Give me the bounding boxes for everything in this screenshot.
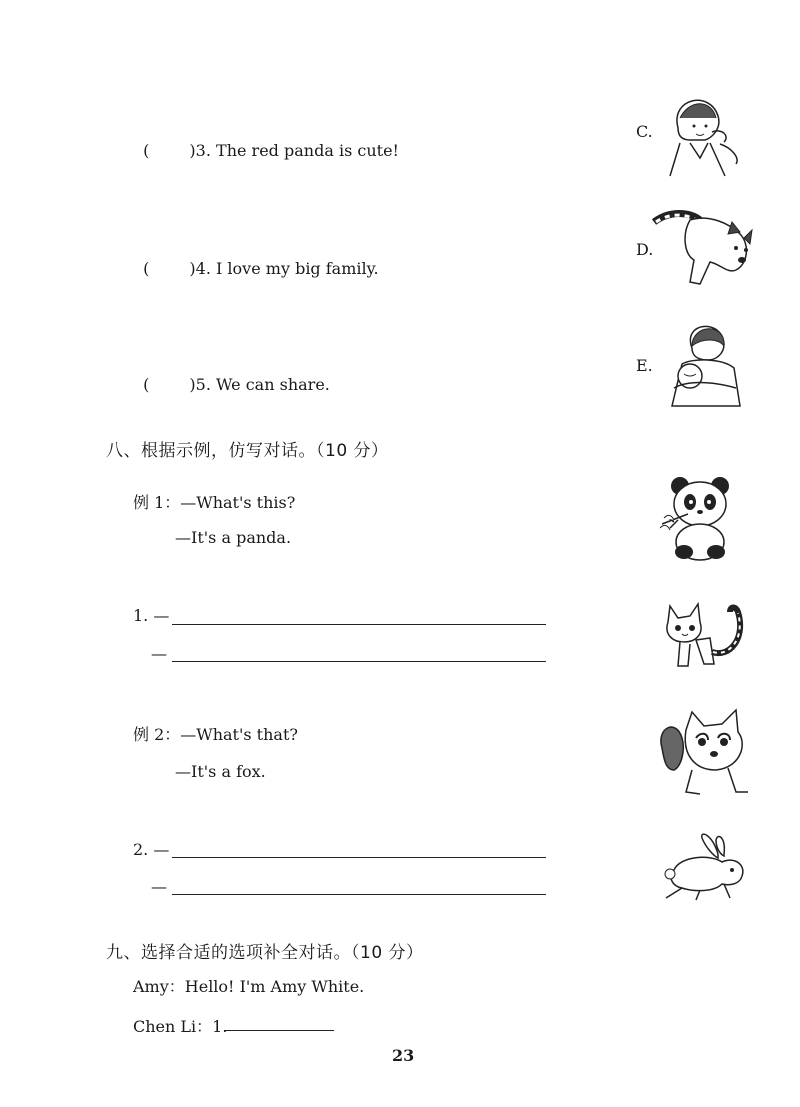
match-item-3 [133,122,399,160]
example-1-answer: —It's a panda. [175,528,292,547]
match-item-4 [133,240,379,278]
answer-paren-close: ) [189,259,196,278]
example-2-question: 例 2：—What's that? [133,725,298,744]
answer-paren-open: ( [143,141,150,160]
task-2-answer-line[interactable] [172,894,546,895]
task-1-question-line[interactable] [172,624,546,625]
example-2-answer: —It's a fox. [175,762,266,781]
option-letter-d: D. [636,240,654,259]
task-2-question-prefix: 2. — [133,840,170,859]
section-8-heading: 八、根据示例，仿写对话。（10 分） [106,441,389,461]
example-1-question: 例 1：—What's this? [133,493,296,512]
item-text: 5. We can share. [195,375,330,394]
task-2-question-line[interactable] [172,857,546,858]
dialogue-answer-blank[interactable] [224,1030,334,1031]
section-9-heading: 九、选择合适的选项补全对话。（10 分） [106,943,424,963]
option-letter-c: C. [636,122,653,141]
task-1-answer-line[interactable] [172,661,546,662]
task-2-answer-prefix: — [151,877,167,896]
cat-illustration [660,598,752,670]
answer-paren-close: ) [189,141,196,160]
item-text: 3. The red panda is cute! [195,141,399,160]
match-item-5 [133,356,330,394]
dialogue-line-amy: Amy：Hello! I'm Amy White. [133,977,365,996]
rabbit-illustration [660,830,752,902]
red-panda-illustration [650,204,760,292]
dialogue-line-chen-li: Chen Li：1. [133,1017,228,1036]
mother-baby-illustration [652,318,747,410]
fox-illustration [656,708,756,800]
task-1-answer-prefix: — [151,644,167,663]
answer-paren-open: ( [143,259,150,278]
item-text: 4. I love my big family. [195,259,379,278]
answer-paren-close: ) [189,375,196,394]
page-number: 23 [392,1046,415,1065]
task-1-question-prefix: 1. — [133,606,170,625]
panda-illustration [658,472,746,562]
answer-paren-open: ( [143,375,150,394]
girl-thinking-illustration [650,88,745,178]
option-letter-e: E. [636,356,653,375]
